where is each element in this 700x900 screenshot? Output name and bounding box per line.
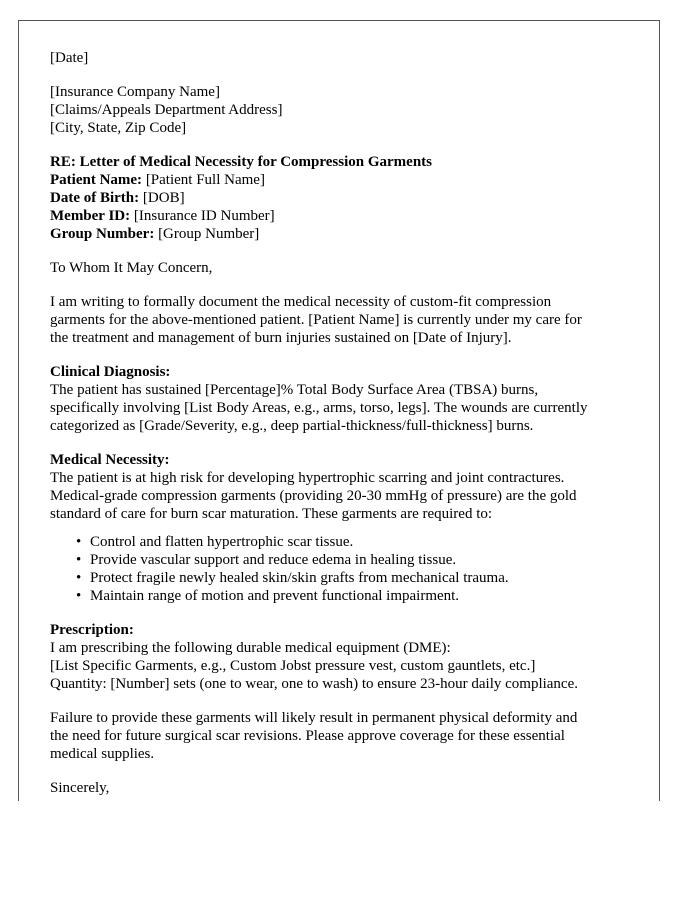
dob-value: [DOB] bbox=[142, 190, 185, 206]
list-item bbox=[76, 551, 650, 569]
member-id-value: [Insurance ID Number] bbox=[133, 208, 275, 224]
recipient-city: [City, State, Zip Code] bbox=[50, 120, 187, 136]
necessity-line: standard of care for burn scar maturation. These garments are required to: bbox=[50, 506, 493, 522]
closing-line: medical supplies. bbox=[50, 746, 155, 762]
prescription-line: [List Specific Garments, e.g., Custom Jobst pressure vest, custom gauntlets, etc.] bbox=[50, 658, 536, 674]
letter-date bbox=[50, 49, 650, 67]
re-block bbox=[50, 153, 650, 243]
signoff-text: Sincerely, bbox=[50, 780, 110, 796]
necessity-line: The patient is at high risk for developing hypertrophic scarring and joint contractures. bbox=[50, 470, 565, 486]
re-subject: RE: Letter of Medical Necessity for Compression Garments bbox=[50, 154, 433, 170]
prescription-section bbox=[50, 621, 650, 693]
bullet-text: Provide vascular support and reduce edema in healing tissue. bbox=[90, 552, 457, 568]
bullet-icon: • bbox=[76, 570, 82, 586]
list-item bbox=[76, 533, 650, 551]
signoff bbox=[50, 779, 650, 797]
closing-paragraph bbox=[50, 709, 650, 763]
recipient-company: [Insurance Company Name] bbox=[50, 84, 220, 100]
medical-necessity-heading: Medical Necessity: bbox=[50, 452, 170, 468]
prescription-line: I am prescribing the following durable medical equipment (DME): bbox=[50, 640, 451, 656]
letter-body bbox=[50, 49, 650, 801]
dob-label: Date of Birth: bbox=[50, 190, 140, 206]
closing-line: the need for future surgical scar revisions. Please approve coverage for these essential bbox=[50, 728, 565, 744]
bullet-icon: • bbox=[76, 552, 82, 568]
member-id-label: Member ID: bbox=[50, 208, 131, 224]
bullet-icon: • bbox=[76, 534, 82, 550]
bullet-text: Control and flatten hypertrophic scar tissue. bbox=[90, 534, 354, 550]
salutation bbox=[50, 259, 650, 277]
bullet-text: Maintain range of motion and prevent functional impairment. bbox=[90, 588, 460, 604]
group-number-row bbox=[50, 225, 650, 243]
prescription-line: Quantity: [Number] sets (one to wear, one to wash) to ensure 23-hour daily compliance. bbox=[50, 676, 578, 692]
date-text: [Date] bbox=[50, 50, 89, 66]
clinical-diagnosis-heading: Clinical Diagnosis: bbox=[50, 364, 171, 380]
diagnosis-line: specifically involving [List Body Areas, e.g., arms, torso, legs]. The wounds are currently bbox=[50, 400, 588, 416]
bullet-icon: • bbox=[76, 588, 82, 604]
patient-name-row bbox=[50, 171, 650, 189]
diagnosis-line: categorized as [Grade/Severity, e.g., deep partial-thickness/full-thickness] burns. bbox=[50, 418, 534, 434]
patient-name-label: Patient Name: bbox=[50, 172, 143, 188]
group-number-label: Group Number: bbox=[50, 226, 155, 242]
necessity-line: Medical-grade compression garments (providing 20-30 mmHg of pressure) are the gold bbox=[50, 488, 577, 504]
group-number-value: [Group Number] bbox=[158, 226, 260, 242]
recipient-address bbox=[50, 83, 650, 137]
intro-line: I am writing to formally document the medical necessity of custom-fit compression bbox=[50, 294, 552, 310]
recipient-department: [Claims/Appeals Department Address] bbox=[50, 102, 283, 118]
list-item bbox=[76, 569, 650, 587]
intro-line: the treatment and management of burn injuries sustained on [Date of Injury]. bbox=[50, 330, 512, 346]
medical-necessity-section bbox=[50, 451, 650, 523]
necessity-bullet-list bbox=[50, 533, 650, 605]
letter-page bbox=[18, 20, 660, 801]
clinical-diagnosis-section bbox=[50, 363, 650, 435]
prescription-heading: Prescription: bbox=[50, 622, 134, 638]
intro-paragraph bbox=[50, 293, 650, 347]
diagnosis-line: The patient has sustained [Percentage]% Total Body Surface Area (TBSA) burns, bbox=[50, 382, 539, 398]
salutation-text: To Whom It May Concern, bbox=[50, 260, 213, 276]
dob-row bbox=[50, 189, 650, 207]
patient-name-value: [Patient Full Name] bbox=[145, 172, 265, 188]
intro-line: garments for the above-mentioned patient. [Patient Name] is currently under my care for bbox=[50, 312, 582, 328]
bullet-text: Protect fragile newly healed skin/skin grafts from mechanical trauma. bbox=[90, 570, 509, 586]
member-id-row bbox=[50, 207, 650, 225]
closing-line: Failure to provide these garments will likely result in permanent physical deformity and bbox=[50, 710, 578, 726]
list-item bbox=[76, 587, 650, 605]
